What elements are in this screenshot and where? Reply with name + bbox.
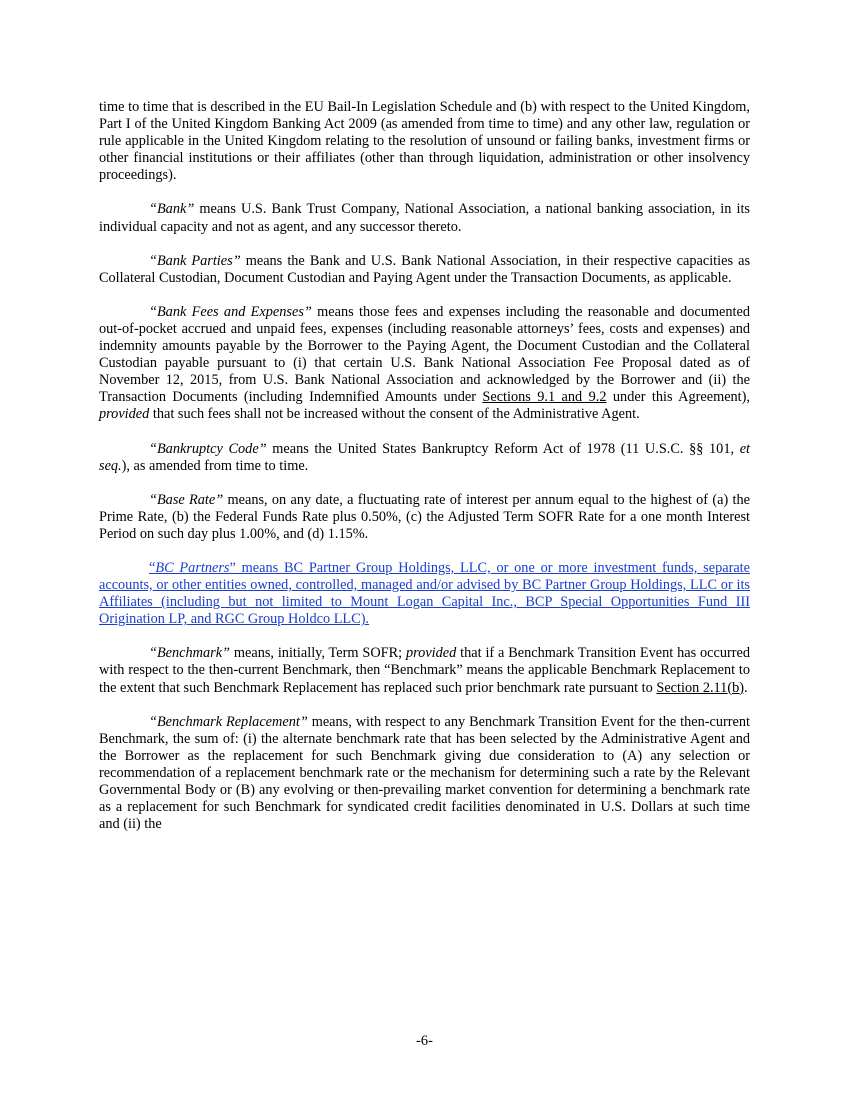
definition-bc-partners-inserted	[99, 560, 750, 628]
definition-bank-fees-and-expenses	[99, 304, 750, 424]
section-reference: Section 2.11(b)	[656, 679, 744, 696]
provided-word: provided	[405, 645, 457, 662]
definition-text: ” means BC Partner Group Holdings, LLC, or one or more investment funds, separate accounts, or other entities owned, controlled, managed and/or advised by BC Partner Group Holdings, LLC or its Affiliates (including but not limited to Mount Logan Capital Inc., BCP Special Opportunities Fund III Origination LP, and RGC Group Holdco LLC).	[99, 559, 751, 628]
definition-text: means, initially, Term SOFR;	[230, 645, 406, 662]
provided-word: provided	[99, 406, 150, 423]
definition-text: under this Agreement),	[606, 389, 750, 406]
document-page	[99, 99, 750, 850]
defined-term: BC Partners	[155, 559, 230, 576]
defined-term: “Base Rate”	[149, 491, 224, 508]
definition-text: means, on any date, a fluctuating rate of interest per annum equal to the highest of (a) the Prime Rate, (b) the Federal Funds Rate plus 0.50%, (c) the Adjusted Term SOFR Rate for a one month Interest Period on such day plus 1.00%, and (d) 1.15%.	[99, 491, 750, 542]
definition-text: means those fees and expenses including the reasonable and documented out-of-pocket accrued and unpaid fees, expenses (including reasonable attorneys’ fees, costs and expenses) and indemnity amounts payable by the Borrower to the Paying Agent, the Document Custodian and the Collateral Custodian payable pursuant to (i) that certain U.S. Bank National Association Fee Proposal dated as of November 12, 2015, from U.S. Bank National Association and acknowledged by the Borrower and (ii) the Transaction Documents (including Indemnified Amounts under	[99, 303, 750, 406]
paragraph-text: time to time that is described in the EU Bail-In Legislation Schedule and (b) with respect to the United Kingdom, Part I of the United Kingdom Banking Act 2009 (as amended from time to time) and any other law, regulation or rule applicable in the United Kingdom relating to the resolution of unsound or failing banks, investment firms or other financial institutions or their affiliates (other than through liquidation, administration or other insolvency proceedings).	[99, 99, 750, 184]
definition-benchmark-replacement	[99, 714, 750, 834]
paragraph-bail-in-continued	[99, 99, 750, 184]
defined-term: “Benchmark Replacement”	[149, 713, 308, 730]
defined-term: “Bank Parties”	[149, 252, 241, 269]
definition-bank	[99, 201, 750, 235]
et-seq: et seq.	[99, 440, 751, 474]
open-quote: “	[149, 559, 156, 576]
definition-text: that if a Benchmark Transition Event has occurred with respect to the then-current Benchmark, then “Benchmark” means the applicable Benchmark Replacement to the extent that such Benchmark Replacement has replaced such prior benchmark rate pursuant to	[99, 645, 750, 696]
definition-text: ), as amended from time to time.	[121, 457, 309, 474]
section-reference: Sections 9.1 and 9.2	[482, 389, 607, 406]
defined-term: “Benchmark”	[149, 645, 231, 662]
definition-text: means U.S. Bank Trust Company, National Association, a national banking association, in its individual capacity and not as agent, and any successor thereto.	[99, 201, 750, 235]
definition-text: means, with respect to any Benchmark Transition Event for the then-current Benchmark, the sum of: (i) the alternate benchmark rate that has been selected by the Administrative Agent and the Borrower as the replacement for such Benchmark giving due consideration to (A) any selection or recommendation of a replacement benchmark rate or the mechanism for determining such a rate by the Relevant Governmental Body or (B) any evolving or then-prevailing market convention for determining a benchmark rate as a replacement for such Benchmark for syndicated credit facilities denominated in U.S. Dollars at such time and (ii) the	[99, 713, 750, 833]
defined-term: “Bank”	[149, 201, 195, 218]
definition-text: means the Bank and U.S. Bank National Association, in their respective capacities as Collateral Custodian, Document Custodian and Paying Agent under the Transaction Documents, as applicable.	[99, 252, 751, 286]
definition-text: means the United States Bankruptcy Reform Act of 1978 (11 U.S.C. §§ 101,	[266, 440, 740, 457]
definition-bank-parties	[99, 253, 750, 287]
page-number: -6-	[416, 1033, 433, 1049]
definition-benchmark	[99, 645, 750, 696]
definition-base-rate	[99, 492, 750, 543]
definition-text: that such fees shall not be increased without the consent of the Administrative Agent.	[149, 406, 640, 423]
definition-text: .	[744, 679, 748, 696]
defined-term: “Bank Fees and Expenses”	[149, 303, 312, 320]
definition-bankruptcy-code	[99, 441, 750, 475]
defined-term: “Bankruptcy Code”	[149, 440, 267, 457]
